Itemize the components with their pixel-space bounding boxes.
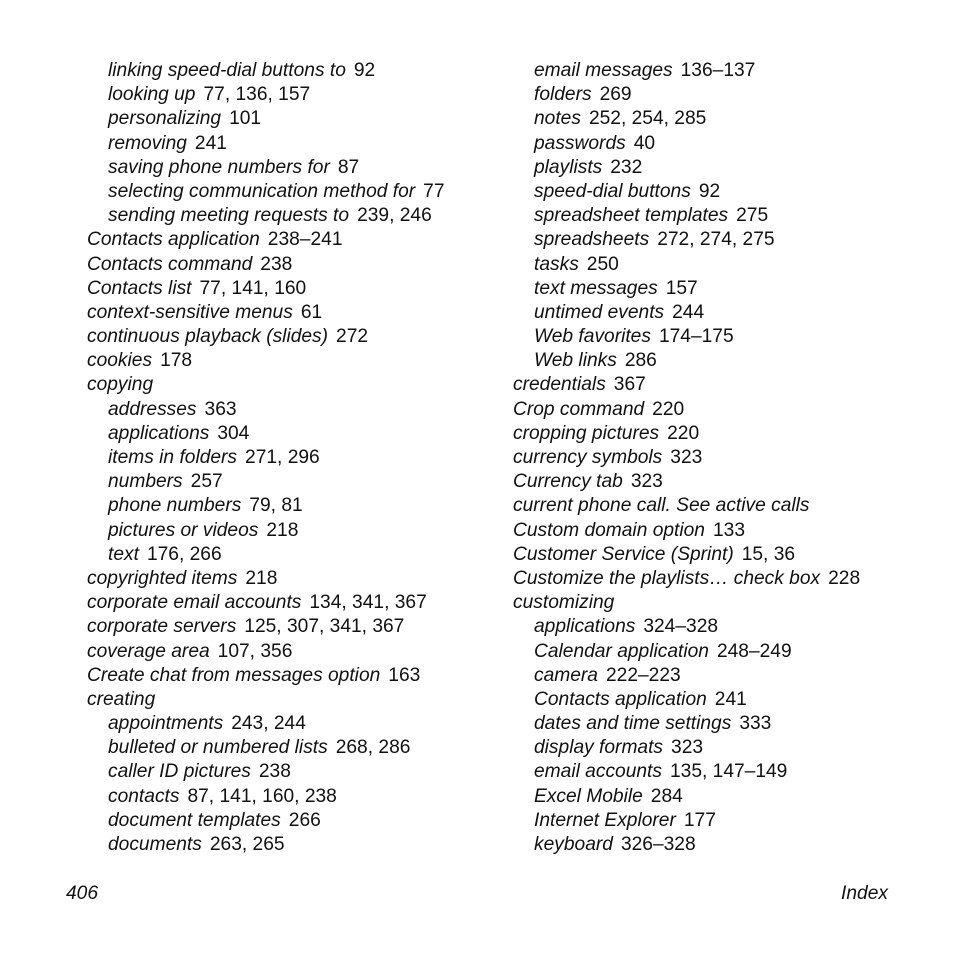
index-page-numbers: 134, 341, 367	[309, 592, 427, 614]
index-subentry	[513, 785, 933, 809]
index-term: currency symbols	[513, 447, 663, 468]
index-entry	[87, 615, 507, 639]
index-page-numbers: 218	[245, 567, 278, 589]
index-page-numbers: 250	[586, 253, 619, 275]
index-subentry	[87, 494, 507, 518]
index-entry	[513, 398, 933, 422]
index-page-numbers: 40	[633, 132, 656, 154]
index-term: keyboard	[534, 834, 613, 855]
index-term: Currency tab	[513, 471, 623, 493]
index-page-numbers: 266	[288, 809, 321, 831]
index-page-numbers: 248–249	[716, 640, 792, 662]
index-page-numbers: 157	[665, 277, 698, 299]
index-entry	[87, 373, 507, 397]
index-subentry	[513, 664, 933, 688]
index-entry	[513, 567, 933, 591]
index-entry	[87, 325, 507, 349]
index-subentry	[513, 325, 933, 349]
index-entry	[87, 688, 507, 712]
index-entry	[513, 422, 933, 446]
index-subentry	[513, 253, 933, 277]
index-page-numbers: 107, 356	[217, 640, 293, 662]
index-page-numbers: 284	[650, 785, 683, 807]
index-term: folders	[534, 84, 592, 106]
index-term: linking speed-dial buttons to	[108, 60, 346, 81]
index-subentry	[513, 180, 933, 204]
index-subentry	[87, 736, 507, 760]
index-subentry	[87, 712, 507, 736]
index-entry	[513, 591, 933, 615]
index-term: continuous playback (slides)	[87, 326, 329, 348]
index-page-numbers: 268, 286	[335, 737, 411, 759]
index-term: spreadsheet templates	[534, 205, 729, 227]
index-page-numbers: 323	[670, 447, 703, 468]
index-page-numbers: 275	[736, 205, 769, 227]
index-term: items in folders	[108, 447, 238, 468]
index-page-numbers: 87, 141, 160, 238	[187, 785, 337, 807]
index-subentry	[87, 809, 507, 833]
index-subentry	[87, 446, 507, 470]
index-subentry	[87, 543, 507, 567]
index-page-numbers: 92	[353, 60, 376, 81]
index-term: display formats	[534, 737, 664, 759]
index-page-numbers: 176, 266	[146, 543, 222, 565]
index-term: speed-dial buttons	[534, 180, 691, 202]
index-page-numbers: 136–137	[680, 60, 756, 81]
index-subentry	[87, 785, 507, 809]
index-subentry	[513, 277, 933, 301]
index-term: selecting communication method for	[108, 180, 416, 202]
index-term: Contacts application	[534, 688, 707, 710]
index-term: Customize the playlists… check box	[513, 567, 821, 589]
index-term: Web favorites	[534, 326, 651, 348]
index-page-numbers: 15, 36	[741, 543, 796, 565]
index-subentry	[513, 640, 933, 664]
index-subentry	[87, 107, 507, 131]
index-term: coverage area	[87, 640, 210, 662]
index-term: personalizing	[108, 108, 222, 130]
index-term: playlists	[534, 156, 603, 178]
index-page-numbers: 304	[217, 422, 250, 444]
index-term: Custom domain option	[513, 519, 705, 541]
index-entry	[87, 228, 507, 252]
index-subentry	[513, 204, 933, 228]
index-entry	[87, 664, 507, 688]
index-term: corporate email accounts	[87, 592, 302, 614]
index-entry	[87, 349, 507, 373]
index-page-numbers: 87	[337, 156, 360, 178]
index-entry	[87, 253, 507, 277]
index-subentry	[87, 398, 507, 422]
index-page-numbers: 241	[194, 132, 227, 154]
index-term: text messages	[534, 277, 658, 299]
index-page-numbers: 241	[714, 688, 747, 710]
index-page-numbers: 271, 296	[245, 447, 320, 468]
index-term: applications	[108, 422, 210, 444]
index-subentry	[513, 156, 933, 180]
index-page-numbers: 244	[672, 301, 705, 323]
index-page-numbers: 257	[190, 471, 223, 493]
index-subentry	[513, 809, 933, 833]
index-term: Contacts command	[87, 253, 253, 275]
index-page-numbers: 174–175	[658, 326, 734, 348]
index-column-left	[87, 59, 507, 857]
index-entry	[513, 494, 933, 518]
index-page-numbers: 238	[258, 761, 291, 783]
index-term: looking up	[108, 84, 196, 106]
index-term: phone numbers	[108, 495, 242, 517]
index-page-numbers: 177	[683, 809, 716, 831]
index-subentry	[87, 156, 507, 180]
index-entry	[87, 591, 507, 615]
index-subentry	[87, 204, 507, 228]
index-term: Contacts application	[87, 229, 260, 251]
index-term: untimed events	[534, 301, 665, 323]
index-page-numbers: 323	[671, 737, 704, 759]
index-page-numbers: 222–223	[605, 664, 681, 686]
index-subentry	[87, 519, 507, 543]
index-term: copying	[87, 374, 154, 396]
index-page-numbers: 272, 274, 275	[657, 229, 775, 251]
index-subentry	[87, 59, 507, 83]
index-term: spreadsheets	[534, 229, 650, 251]
index-term: camera	[534, 664, 598, 686]
index-subentry	[87, 132, 507, 156]
index-page-numbers: 239, 246	[357, 205, 432, 227]
index-subentry	[513, 736, 933, 760]
index-subentry	[87, 760, 507, 784]
index-subentry	[87, 83, 507, 107]
index-page-numbers: 220	[652, 398, 685, 420]
index-entry	[87, 567, 507, 591]
index-entry	[513, 446, 933, 470]
index-term: saving phone numbers for	[108, 156, 330, 178]
index-subentry	[87, 833, 507, 857]
index-page-numbers: 61	[300, 301, 323, 323]
index-term: Web links	[534, 350, 617, 372]
index-page-numbers: 363	[204, 398, 237, 420]
index-page-numbers: 133	[712, 519, 745, 541]
index-page-numbers: 263, 265	[209, 834, 285, 855]
index-term: Contacts list	[87, 277, 192, 299]
index-term: document templates	[108, 809, 281, 831]
index-page-numbers: 238–241	[267, 229, 343, 251]
index-term: email accounts	[534, 761, 662, 783]
index-term: notes	[534, 108, 581, 130]
index-term: creating	[87, 688, 156, 710]
index-entry	[87, 301, 507, 325]
index-page-numbers: 333	[739, 713, 772, 735]
index-page-numbers: 135, 147–149	[669, 761, 788, 783]
index-term: Internet Explorer	[534, 809, 676, 831]
index-term: current phone call. See active calls	[513, 495, 810, 517]
index-term: Create chat from messages option	[87, 664, 381, 686]
index-term: dates and time settings	[534, 713, 732, 735]
index-subentry	[513, 228, 933, 252]
index-term: removing	[108, 132, 187, 154]
index-page-numbers: 243, 244	[231, 713, 306, 735]
index-term: Crop command	[513, 398, 645, 420]
index-subentry	[87, 180, 507, 204]
index-page-numbers: 77, 136, 157	[203, 84, 311, 106]
index-term: numbers	[108, 471, 183, 493]
index-term: pictures or videos	[108, 519, 259, 541]
index-page-numbers: 238	[260, 253, 293, 275]
index-page-numbers: 101	[229, 108, 262, 130]
index-term: credentials	[513, 374, 606, 396]
index-entry	[87, 277, 507, 301]
index-term: Excel Mobile	[534, 785, 643, 807]
index-subentry	[87, 470, 507, 494]
index-page-numbers: 252, 254, 285	[588, 108, 707, 130]
index-column-right	[513, 59, 933, 857]
index-page-numbers: 286	[624, 350, 657, 372]
index-term: cookies	[87, 350, 153, 372]
index-page-numbers: 218	[266, 519, 299, 541]
index-page-numbers: 324–328	[643, 616, 719, 638]
index-subentry	[513, 301, 933, 325]
index-subentry	[513, 615, 933, 639]
index-subentry	[513, 83, 933, 107]
index-entry	[513, 519, 933, 543]
index-term: context-sensitive menus	[87, 301, 293, 323]
index-term: tasks	[534, 253, 579, 275]
index-page-numbers: 163	[388, 664, 421, 686]
index-term: Customer Service (Sprint)	[513, 543, 734, 565]
index-entry	[513, 543, 933, 567]
index-term: caller ID pictures	[108, 761, 251, 783]
index-term: sending meeting requests to	[108, 205, 350, 227]
index-page-numbers: 125, 307, 341, 367	[244, 616, 405, 638]
index-page-numbers: 326–328	[620, 834, 696, 855]
index-subentry	[513, 132, 933, 156]
index-subentry	[513, 59, 933, 83]
index-page-numbers: 269	[599, 84, 632, 106]
index-term: addresses	[108, 398, 197, 420]
index-page-numbers: 367	[613, 374, 646, 396]
index-term: documents	[108, 834, 202, 855]
index-page-numbers: 77	[423, 180, 445, 202]
index-subentry	[513, 349, 933, 373]
page-number: 406	[66, 883, 99, 904]
index-term: contacts	[108, 785, 180, 807]
index-term: customizing	[513, 592, 615, 614]
index-subentry	[513, 760, 933, 784]
index-page-numbers: 220	[667, 422, 700, 444]
index-term: appointments	[108, 713, 224, 735]
index-page-numbers: 77, 141, 160	[199, 277, 307, 299]
index-term: text	[108, 543, 139, 565]
index-page-numbers: 228	[828, 567, 861, 589]
index-page-numbers: 79, 81	[249, 495, 303, 517]
index-page-numbers: 92	[698, 180, 721, 202]
index-term: Calendar application	[534, 640, 709, 662]
index-term: cropping pictures	[513, 422, 660, 444]
index-page-numbers: 178	[160, 350, 193, 372]
index-subentry	[513, 107, 933, 131]
index-entry	[513, 470, 933, 494]
section-title: Index	[841, 883, 888, 904]
index-term: corporate servers	[87, 616, 237, 638]
index-term: applications	[534, 616, 636, 638]
index-page-numbers: 323	[630, 471, 663, 493]
index-entry	[87, 640, 507, 664]
index-subentry	[513, 688, 933, 712]
index-entry	[513, 373, 933, 397]
index-term: email messages	[534, 60, 673, 81]
index-page-numbers: 272	[336, 326, 369, 348]
index-term: copyrighted items	[87, 567, 238, 589]
index-subentry	[513, 833, 933, 857]
index-term: bulleted or numbered lists	[108, 737, 328, 759]
index-subentry	[87, 422, 507, 446]
index-subentry	[513, 712, 933, 736]
index-page-numbers: 232	[610, 156, 643, 178]
index-term: passwords	[534, 132, 626, 154]
